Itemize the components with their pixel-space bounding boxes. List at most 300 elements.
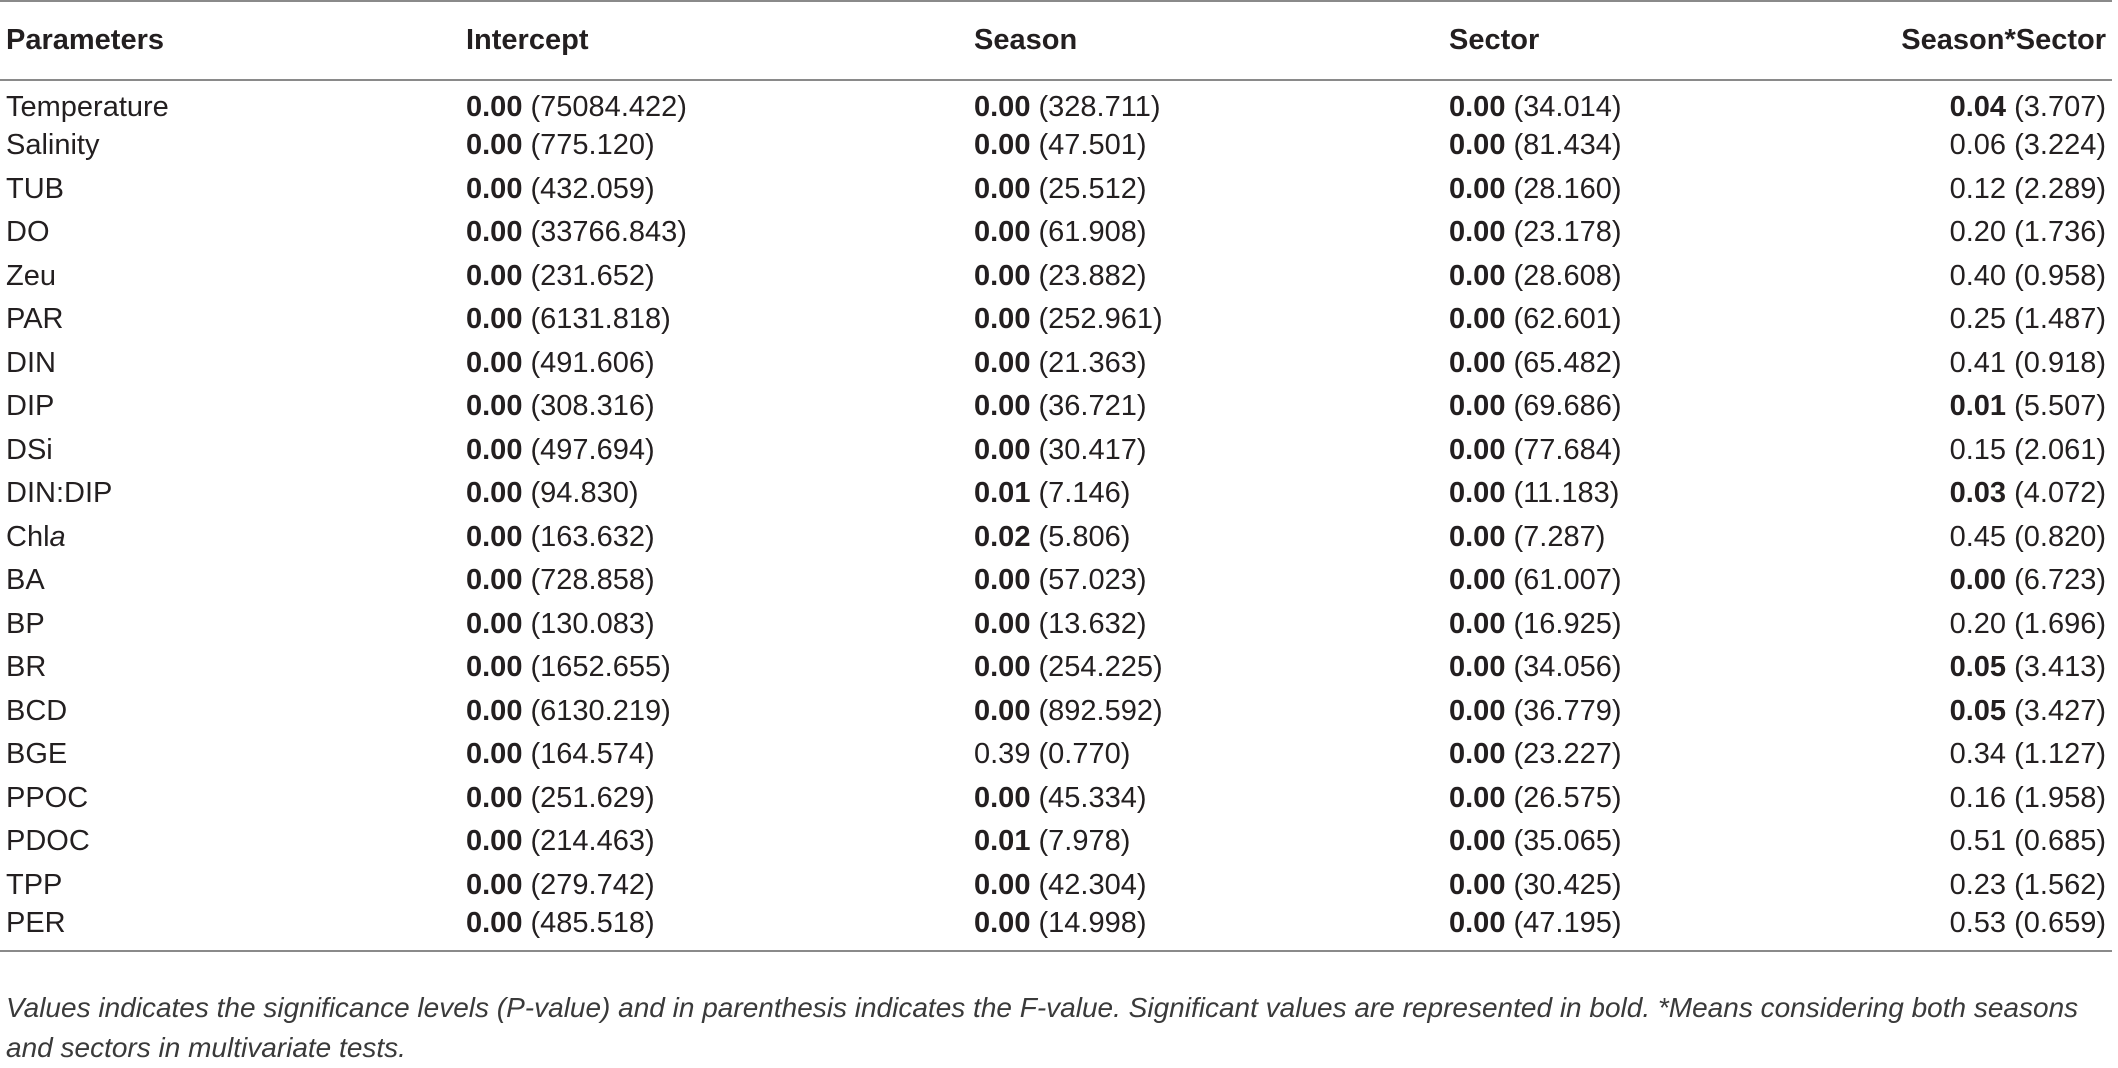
value-cell (1844, 820, 2112, 864)
f-value: (2.289) (2014, 172, 2106, 205)
p-value: 0.15 (1949, 433, 2007, 466)
parameter-name: DIN:DIP (6, 477, 113, 510)
f-value: (6131.818) (530, 303, 671, 336)
parameter-cell (0, 864, 460, 908)
f-value: (57.023) (1038, 564, 1147, 597)
table-row (0, 864, 2112, 908)
f-value: (1.562) (2014, 868, 2106, 901)
parameter-name: PPOC (6, 781, 89, 814)
f-value: (328.711) (1038, 91, 1161, 123)
table-row (0, 168, 2112, 212)
f-value: (94.830) (530, 477, 639, 510)
f-value: (1.127) (2014, 738, 2106, 771)
p-value: 0.00 (974, 172, 1031, 205)
parameter-name: Salinity (6, 129, 100, 162)
value-cell (1443, 907, 1844, 951)
value-cell (1844, 124, 2112, 168)
p-value: 0.16 (1949, 781, 2007, 814)
p-value: 0.00 (466, 390, 523, 423)
f-value: (6.723) (2014, 564, 2106, 597)
table-row (0, 777, 2112, 821)
value-cell (1844, 385, 2112, 429)
f-value: (30.417) (1038, 433, 1147, 466)
column-header: Season*Sector (1844, 1, 2112, 80)
value-cell (460, 516, 968, 560)
p-value: 0.00 (1449, 607, 1506, 640)
value-cell (1443, 211, 1844, 255)
value-cell (968, 646, 1443, 690)
f-value: (308.316) (530, 390, 655, 423)
p-value: 0.00 (466, 781, 523, 814)
value-cell (1844, 516, 2112, 560)
value-cell (460, 646, 968, 690)
p-value: 0.01 (974, 825, 1031, 858)
value-cell (1844, 864, 2112, 908)
parameter-name: BR (6, 651, 47, 684)
parameter-cell (0, 429, 460, 473)
p-value: 0.00 (466, 868, 523, 901)
value-cell (1443, 255, 1844, 299)
p-value: 0.02 (974, 520, 1031, 553)
value-cell (1443, 777, 1844, 821)
value-cell (1443, 298, 1844, 342)
value-cell (460, 385, 968, 429)
p-value: 0.00 (974, 781, 1031, 814)
value-cell (460, 211, 968, 255)
p-value: 0.00 (1449, 477, 1506, 510)
f-value: (497.694) (530, 433, 655, 466)
f-value: (13.632) (1038, 607, 1147, 640)
p-value: 0.00 (1449, 216, 1506, 249)
f-value: (3.707) (2014, 91, 2106, 123)
f-value: (231.652) (530, 259, 655, 292)
table-body (0, 80, 2112, 951)
value-cell (1443, 820, 1844, 864)
parameter-cell (0, 168, 460, 212)
p-value: 0.00 (974, 564, 1031, 597)
p-value: 0.00 (466, 172, 523, 205)
value-cell (460, 342, 968, 386)
p-value: 0.06 (1949, 129, 2007, 162)
value-cell (1844, 646, 2112, 690)
p-value: 0.00 (1449, 129, 1506, 162)
value-cell (460, 690, 968, 734)
p-value: 0.00 (466, 520, 523, 553)
column-header: Sector (1443, 1, 1844, 80)
f-value: (61.007) (1513, 564, 1622, 597)
f-value: (23.178) (1513, 216, 1622, 249)
parameter-cell (0, 385, 460, 429)
parameter-name: TUB (6, 172, 64, 205)
value-cell (1443, 385, 1844, 429)
table-row (0, 559, 2112, 603)
value-cell (1844, 168, 2112, 212)
p-value: 0.00 (466, 607, 523, 640)
value-cell (968, 255, 1443, 299)
value-cell (968, 342, 1443, 386)
f-value: (892.592) (1038, 694, 1163, 727)
table-row (0, 298, 2112, 342)
p-value: 0.00 (1449, 825, 1506, 858)
parameter-cell (0, 516, 460, 560)
f-value: (34.056) (1513, 651, 1622, 684)
table-row (0, 733, 2112, 777)
value-cell (1844, 255, 2112, 299)
f-value: (33766.843) (530, 216, 687, 249)
p-value: 0.00 (466, 694, 523, 727)
p-value: 0.01 (1949, 390, 2007, 423)
f-value: (251.629) (530, 781, 655, 814)
f-value: (30.425) (1513, 868, 1622, 901)
f-value: (47.195) (1513, 907, 1622, 939)
p-value: 0.00 (1449, 738, 1506, 771)
f-value: (75084.422) (530, 91, 687, 123)
p-value: 0.00 (466, 216, 523, 249)
p-value: 0.00 (1449, 303, 1506, 336)
parameter-cell (0, 298, 460, 342)
table-row (0, 690, 2112, 734)
p-value: 0.39 (974, 738, 1031, 771)
value-cell (1443, 646, 1844, 690)
p-value: 0.00 (974, 390, 1031, 423)
parameter-cell (0, 777, 460, 821)
p-value: 0.25 (1949, 303, 2007, 336)
f-value: (14.998) (1038, 907, 1147, 939)
p-value: 0.00 (466, 907, 523, 939)
f-value: (21.363) (1038, 346, 1147, 379)
value-cell (968, 80, 1443, 124)
value-cell (460, 820, 968, 864)
p-value: 0.00 (974, 433, 1031, 466)
value-cell (1443, 603, 1844, 647)
f-value: (252.961) (1038, 303, 1163, 336)
column-header: Intercept (460, 1, 968, 80)
p-value: 0.00 (466, 564, 523, 597)
value-cell (968, 777, 1443, 821)
f-value: (775.120) (530, 129, 655, 162)
f-value: (36.779) (1513, 694, 1622, 727)
parameter-cell (0, 255, 460, 299)
f-value: (491.606) (530, 346, 655, 379)
parameter-name: DIN (6, 346, 56, 379)
parameter-cell (0, 80, 460, 124)
parameter-name: PER (6, 907, 66, 939)
parameter-cell (0, 820, 460, 864)
f-value: (0.820) (2014, 520, 2106, 553)
f-value: (11.183) (1513, 477, 1620, 510)
value-cell (1844, 298, 2112, 342)
p-value: 0.00 (466, 129, 523, 162)
table-row (0, 80, 2112, 124)
f-value: (4.072) (2014, 477, 2106, 510)
value-cell (968, 864, 1443, 908)
value-cell (968, 298, 1443, 342)
value-cell (968, 385, 1443, 429)
p-value: 0.00 (466, 346, 523, 379)
p-value: 0.45 (1949, 520, 2007, 553)
value-cell (1844, 603, 2112, 647)
f-value: (65.482) (1513, 346, 1622, 379)
f-value: (1652.655) (530, 651, 671, 684)
value-cell (460, 603, 968, 647)
p-value: 0.01 (974, 477, 1031, 510)
value-cell (968, 907, 1443, 951)
f-value: (1.736) (2014, 216, 2106, 249)
f-value: (34.014) (1513, 91, 1622, 123)
p-value: 0.23 (1949, 868, 2007, 901)
p-value: 0.41 (1949, 346, 2007, 379)
value-cell (1443, 472, 1844, 516)
parameter-name: PAR (6, 303, 64, 336)
f-value: (42.304) (1038, 868, 1147, 901)
p-value: 0.00 (974, 259, 1031, 292)
parameter-cell (0, 342, 460, 386)
value-cell (968, 472, 1443, 516)
table-row (0, 211, 2112, 255)
parameter-italic-suffix: a (49, 520, 66, 553)
p-value: 0.00 (974, 868, 1031, 901)
parameter-cell (0, 646, 460, 690)
p-value: 0.00 (974, 651, 1031, 684)
parameter-name: Zeu (6, 259, 56, 292)
p-value: 0.51 (1949, 825, 2007, 858)
value-cell (1443, 429, 1844, 473)
f-value: (214.463) (530, 825, 655, 858)
f-value: (62.601) (1513, 303, 1622, 336)
f-value: (25.512) (1038, 172, 1147, 205)
p-value: 0.00 (1449, 91, 1506, 123)
header-row (0, 1, 2112, 80)
p-value: 0.00 (466, 477, 523, 510)
value-cell (460, 472, 968, 516)
f-value: (5.806) (1038, 520, 1131, 553)
f-value: (7.146) (1038, 477, 1131, 510)
p-value: 0.00 (1449, 907, 1506, 939)
value-cell (460, 80, 968, 124)
parameter-name: BGE (6, 738, 68, 771)
parameter-name: DIP (6, 390, 55, 423)
p-value: 0.04 (1949, 91, 2007, 123)
parameter-cell (0, 211, 460, 255)
table-row (0, 516, 2112, 560)
f-value: (47.501) (1038, 129, 1147, 162)
p-value: 0.00 (466, 651, 523, 684)
value-cell (968, 429, 1443, 473)
f-value: (3.427) (2014, 694, 2106, 727)
p-value: 0.00 (1449, 390, 1506, 423)
f-value: (45.334) (1038, 781, 1147, 814)
f-value: (23.227) (1513, 738, 1622, 771)
value-cell (968, 733, 1443, 777)
value-cell (1844, 907, 2112, 951)
parameter-cell (0, 733, 460, 777)
table-row (0, 342, 2112, 386)
p-value: 0.00 (1449, 651, 1506, 684)
f-value: (7.978) (1038, 825, 1131, 858)
value-cell (1443, 516, 1844, 560)
p-value: 0.00 (466, 303, 523, 336)
f-value: (61.908) (1038, 216, 1147, 249)
f-value: (69.686) (1513, 390, 1622, 423)
parameter-name: DO (6, 216, 50, 249)
value-cell (968, 603, 1443, 647)
p-value: 0.00 (466, 259, 523, 292)
p-value: 0.34 (1949, 738, 2007, 771)
value-cell (1443, 124, 1844, 168)
f-value: (1.958) (2014, 781, 2106, 814)
table-header (0, 1, 2112, 80)
p-value: 0.53 (1949, 907, 2007, 939)
parameter-cell (0, 559, 460, 603)
f-value: (0.958) (2014, 259, 2106, 292)
table-row (0, 385, 2112, 429)
f-value: (28.608) (1513, 259, 1622, 292)
f-value: (6130.219) (530, 694, 671, 727)
column-header: Parameters (0, 1, 460, 80)
p-value: 0.12 (1949, 172, 2007, 205)
p-value: 0.00 (1449, 259, 1506, 292)
value-cell (1844, 80, 2112, 124)
p-value: 0.00 (974, 216, 1031, 249)
p-value: 0.20 (1949, 607, 2007, 640)
parameter-cell (0, 124, 460, 168)
value-cell (968, 211, 1443, 255)
value-cell (1844, 429, 2112, 473)
parameter-cell (0, 603, 460, 647)
f-value: (16.925) (1513, 607, 1622, 640)
value-cell (1443, 80, 1844, 124)
f-value: (23.882) (1038, 259, 1147, 292)
p-value: 0.00 (974, 907, 1031, 939)
f-value: (3.224) (2014, 129, 2106, 162)
parameter-cell (0, 690, 460, 734)
p-value: 0.03 (1949, 477, 2007, 510)
p-value: 0.00 (974, 91, 1031, 123)
value-cell (1443, 690, 1844, 734)
p-value: 0.00 (1449, 694, 1506, 727)
p-value: 0.00 (1449, 172, 1506, 205)
p-value: 0.00 (1949, 564, 2007, 597)
p-value: 0.00 (1449, 868, 1506, 901)
p-value: 0.00 (974, 694, 1031, 727)
value-cell (1443, 342, 1844, 386)
value-cell (460, 298, 968, 342)
table-row (0, 255, 2112, 299)
f-value: (7.287) (1513, 520, 1606, 553)
p-value: 0.00 (466, 825, 523, 858)
value-cell (1844, 472, 2112, 516)
value-cell (460, 255, 968, 299)
f-value: (164.574) (530, 738, 655, 771)
f-value: (36.721) (1038, 390, 1147, 423)
value-cell (1844, 777, 2112, 821)
f-value: (432.059) (530, 172, 655, 205)
parameter-cell (0, 472, 460, 516)
f-value: (3.413) (2014, 651, 2106, 684)
value-cell (1443, 733, 1844, 777)
value-cell (1844, 342, 2112, 386)
table-row (0, 429, 2112, 473)
f-value: (5.507) (2014, 390, 2106, 423)
f-value: (279.742) (530, 868, 655, 901)
parameter-name: TPP (6, 868, 63, 901)
parameter-name: DSi (6, 433, 53, 466)
p-value: 0.40 (1949, 259, 2007, 292)
f-value: (35.065) (1513, 825, 1622, 858)
value-cell (968, 168, 1443, 212)
f-value: (26.575) (1513, 781, 1622, 814)
f-value: (1.696) (2014, 607, 2106, 640)
f-value: (485.518) (530, 907, 655, 939)
f-value: (28.160) (1513, 172, 1622, 205)
f-value: (254.225) (1038, 651, 1163, 684)
p-value: 0.00 (1449, 433, 1506, 466)
value-cell (1844, 733, 2112, 777)
value-cell (460, 907, 968, 951)
value-cell (968, 690, 1443, 734)
table-row (0, 603, 2112, 647)
p-value: 0.20 (1949, 216, 2007, 249)
parameter-name: BCD (6, 694, 68, 727)
f-value: (728.858) (530, 564, 655, 597)
value-cell (460, 429, 968, 473)
value-cell (1844, 211, 2112, 255)
table-row (0, 907, 2112, 951)
f-value: (0.685) (2014, 825, 2106, 858)
f-value: (0.770) (1038, 738, 1131, 771)
p-value: 0.00 (466, 433, 523, 466)
parameter-name: Chl (6, 520, 50, 553)
p-value: 0.05 (1949, 694, 2007, 727)
p-value: 0.00 (1449, 564, 1506, 597)
p-value: 0.00 (974, 607, 1031, 640)
p-value: 0.00 (974, 346, 1031, 379)
f-value: (163.632) (530, 520, 655, 553)
value-cell (460, 864, 968, 908)
column-header: Season (968, 1, 1443, 80)
value-cell (968, 559, 1443, 603)
value-cell (460, 124, 968, 168)
table-row (0, 646, 2112, 690)
parameter-name: Temperature (6, 91, 169, 123)
value-cell (460, 777, 968, 821)
f-value: (2.061) (2014, 433, 2106, 466)
value-cell (460, 559, 968, 603)
value-cell (968, 516, 1443, 560)
value-cell (1844, 559, 2112, 603)
p-value: 0.05 (1949, 651, 2007, 684)
value-cell (460, 168, 968, 212)
f-value: (1.487) (2014, 303, 2106, 336)
value-cell (1844, 690, 2112, 734)
f-value: (81.434) (1513, 129, 1622, 162)
f-value: (0.659) (2014, 907, 2106, 939)
value-cell (1443, 168, 1844, 212)
f-value: (0.918) (2014, 346, 2106, 379)
parameter-cell (0, 907, 460, 951)
table-row (0, 472, 2112, 516)
p-value: 0.00 (1449, 346, 1506, 379)
table-row (0, 820, 2112, 864)
value-cell (968, 820, 1443, 864)
p-value: 0.00 (974, 303, 1031, 336)
table-row (0, 124, 2112, 168)
f-value: (77.684) (1513, 433, 1622, 466)
f-value: (130.083) (530, 607, 655, 640)
p-value: 0.00 (974, 129, 1031, 162)
parameter-name: BA (6, 564, 45, 597)
value-cell (460, 733, 968, 777)
